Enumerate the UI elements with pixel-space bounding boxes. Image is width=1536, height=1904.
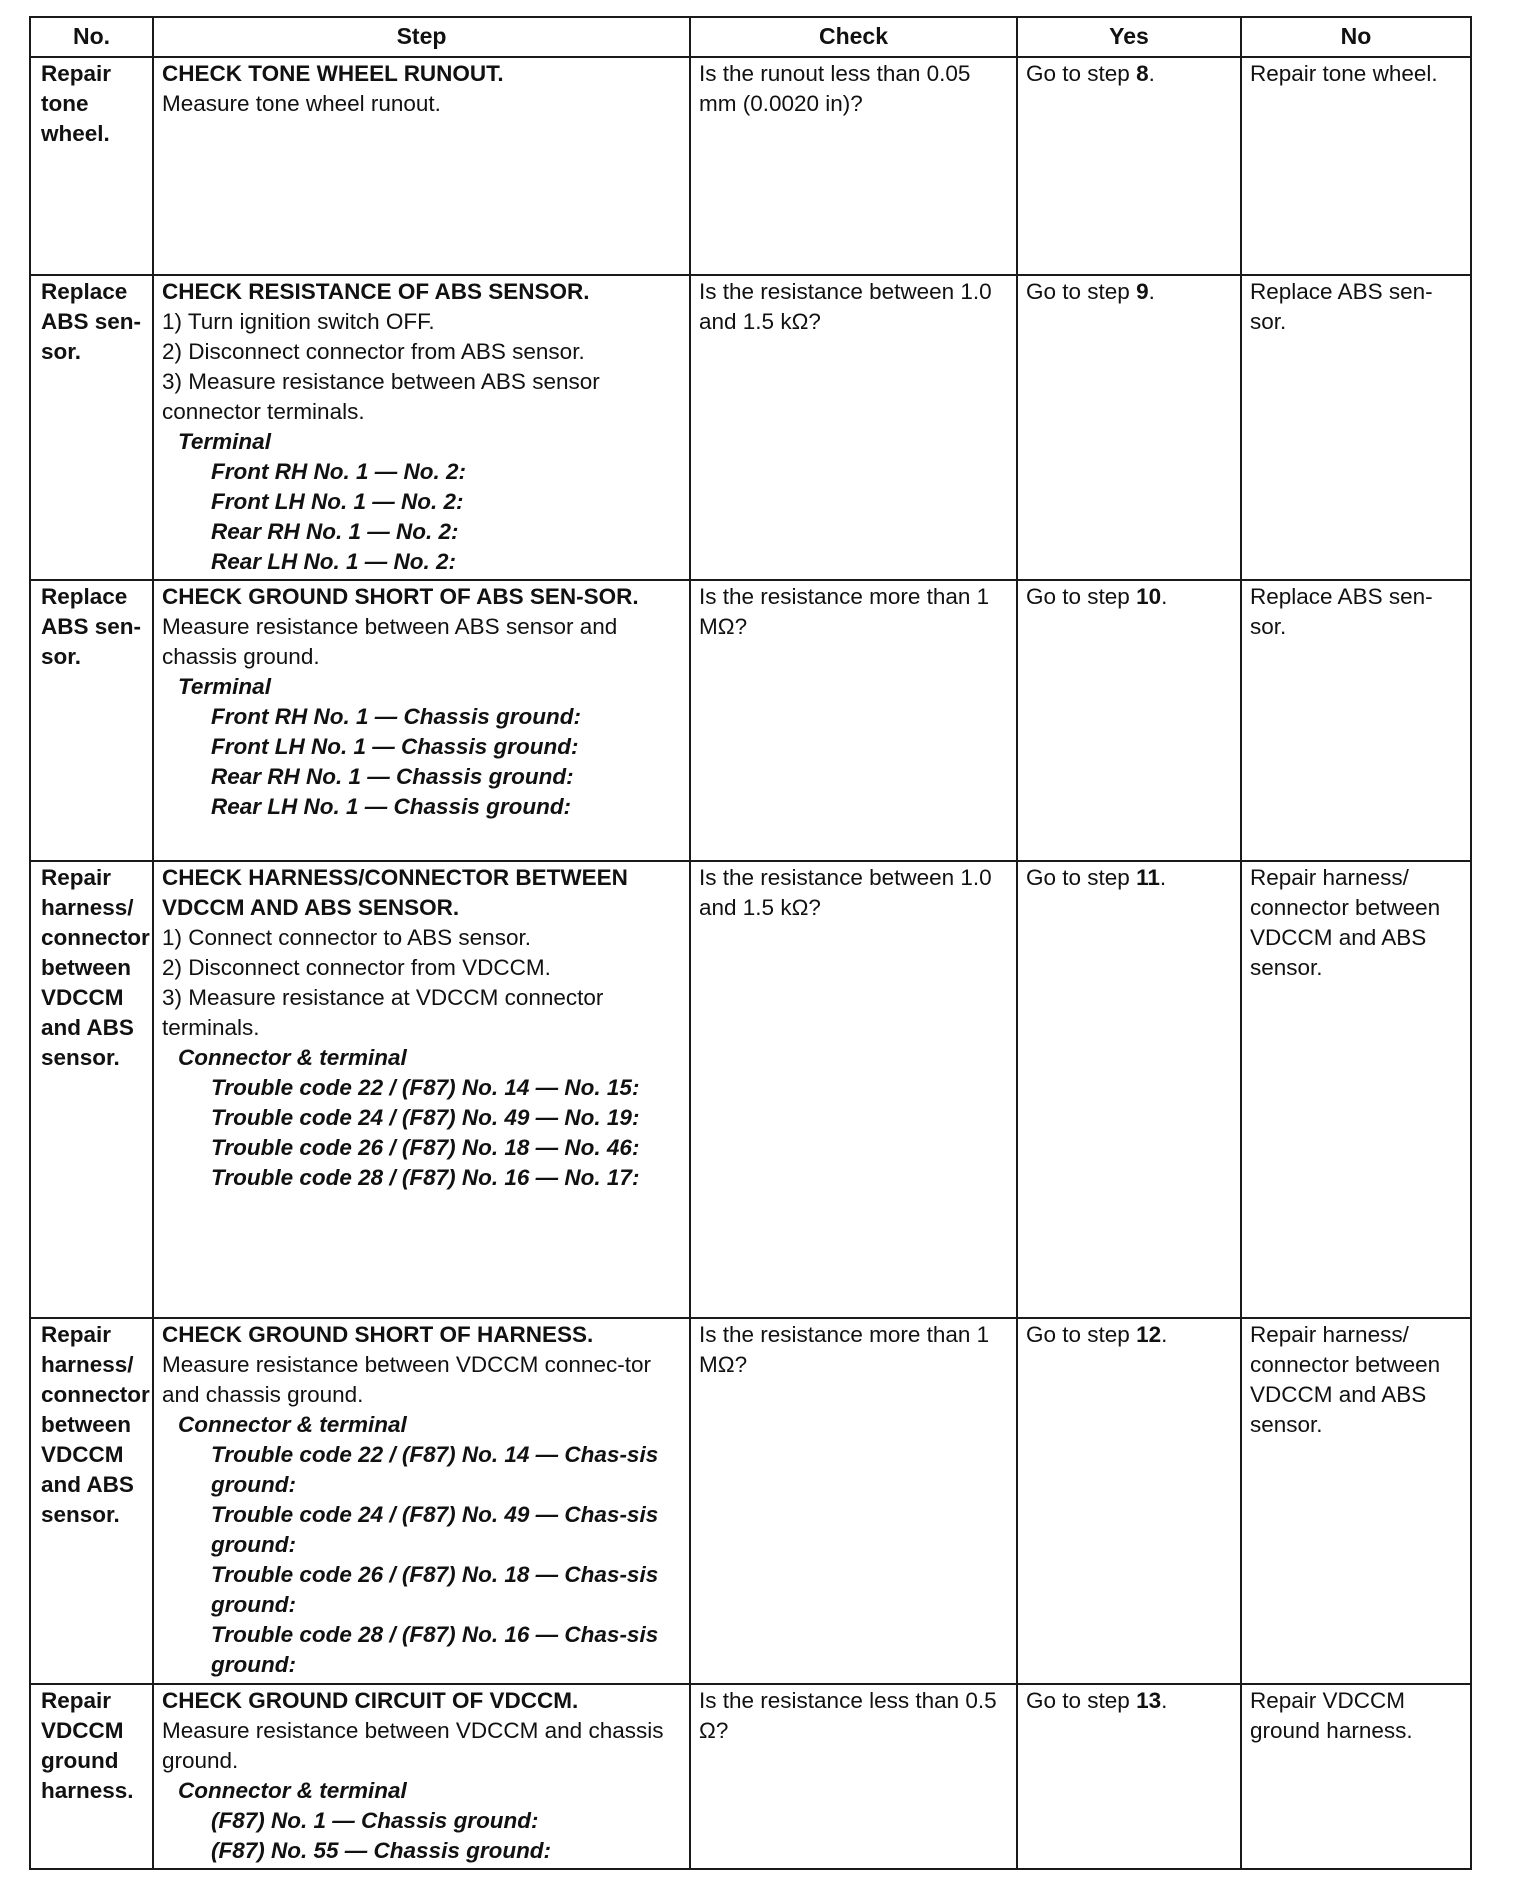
step-cell (153, 1684, 690, 1869)
step-title: CHECK GROUND SHORT OF ABS SEN-SOR. (162, 584, 639, 609)
step-title: CHECK GROUND SHORT OF HARNESS. (162, 1322, 594, 1347)
step-instruction: Measure resistance between ABS sensor and chassis ground. (162, 614, 618, 669)
step-instruction: Measure resistance between VDCCM connec-tor and chassis ground. (162, 1352, 651, 1407)
table-row (30, 861, 1471, 1318)
yes-suffix: . (1161, 584, 1168, 609)
yes-step-ref: 13 (1136, 1688, 1162, 1713)
yes-prefix: Go to step (1026, 279, 1137, 304)
table-row (30, 1318, 1471, 1684)
yes-step-ref: 11 (1136, 865, 1160, 890)
header-no: No. (30, 17, 153, 57)
terminal-spec: Trouble code 26 / (F87) No. 18 — No. 46: (211, 1135, 640, 1160)
terminal-heading: Connector & terminal (178, 1778, 407, 1803)
step-cell (153, 57, 690, 275)
header-check: Check (690, 17, 1017, 57)
terminal-spec: Front RH No. 1 — No. 2: (211, 459, 466, 484)
yes-cell (1017, 1684, 1241, 1869)
step-number: Repair harness/ connector between VDCCM and ABS sensor. (30, 861, 153, 1318)
step-number: Replace ABS sen-sor. (30, 275, 153, 580)
yes-suffix: . (1159, 865, 1167, 890)
table-row (30, 1684, 1471, 1869)
terminal-spec: Rear RH No. 1 — No. 2: (211, 519, 459, 544)
no-cell: Replace ABS sen-sor. (1241, 580, 1471, 861)
step-cell (153, 861, 690, 1318)
no-cell: Repair harness/ connector between VDCCM and ABS sensor. (1241, 861, 1471, 1318)
yes-step-ref: 10 (1136, 584, 1162, 609)
header-step: Step (153, 17, 690, 57)
step-number: Repair VDCCM ground harness. (30, 1684, 153, 1869)
step-instruction: 3) Measure resistance between ABS sensor connector terminals. (162, 369, 600, 424)
step-cell (153, 275, 690, 580)
step-instruction: Measure resistance between VDCCM and chassis ground. (162, 1718, 664, 1773)
terminal-spec: Rear RH No. 1 — Chassis ground: (211, 764, 574, 789)
yes-prefix: Go to step (1026, 1322, 1137, 1347)
yes-prefix: Go to step (1026, 865, 1137, 890)
step-title: CHECK GROUND CIRCUIT OF VDCCM. (162, 1688, 579, 1713)
terminal-heading: Terminal (178, 429, 271, 454)
step-instruction: 1) Turn ignition switch OFF. (162, 309, 435, 334)
yes-cell (1017, 1318, 1241, 1684)
terminal-spec: Front LH No. 1 — Chassis ground: (211, 734, 579, 759)
yes-cell (1017, 275, 1241, 580)
yes-suffix: . (1161, 1322, 1168, 1347)
no-cell: Repair harness/ connector between VDCCM and ABS sensor. (1241, 1318, 1471, 1684)
step-instruction: 2) Disconnect connector from ABS sensor. (162, 339, 585, 364)
terminal-spec: Rear LH No. 1 — Chassis ground: (211, 794, 572, 819)
step-title: CHECK TONE WHEEL RUNOUT. (162, 61, 504, 86)
yes-step-ref: 8 (1136, 61, 1149, 86)
table-row (30, 580, 1471, 861)
step-number: Repair harness/ connector between VDCCM and ABS sensor. (30, 1318, 153, 1684)
yes-suffix: . (1148, 61, 1155, 86)
yes-step-ref: 9 (1136, 279, 1149, 304)
terminal-spec: Trouble code 22 / (F87) No. 14 — Chas-sis ground: (211, 1442, 659, 1497)
table-row (30, 275, 1471, 580)
step-cell (153, 1318, 690, 1684)
yes-prefix: Go to step (1026, 61, 1137, 86)
step-number: Repair tone wheel. (30, 57, 153, 275)
step-title: CHECK RESISTANCE OF ABS SENSOR. (162, 279, 590, 304)
step-instruction: Measure tone wheel runout. (162, 91, 441, 116)
terminal-heading: Connector & terminal (178, 1412, 407, 1437)
terminal-spec: Trouble code 24 / (F87) No. 49 — No. 19: (211, 1105, 640, 1130)
terminal-spec: (F87) No. 55 — Chassis ground: (211, 1838, 552, 1863)
terminal-spec: Trouble code 28 / (F87) No. 16 — No. 17: (211, 1165, 640, 1190)
yes-cell (1017, 861, 1241, 1318)
step-number: Replace ABS sen-sor. (30, 580, 153, 861)
header-no-action: No (1241, 17, 1471, 57)
terminal-spec: Trouble code 28 / (F87) No. 16 — Chas-sis ground: (211, 1622, 659, 1677)
header-yes: Yes (1017, 17, 1241, 57)
check-cell: Is the runout less than 0.05 mm (0.0020 in)? (690, 57, 1017, 275)
terminal-spec: (F87) No. 1 — Chassis ground: (211, 1808, 539, 1833)
terminal-spec: Front RH No. 1 — Chassis ground: (211, 704, 582, 729)
terminal-spec: Front LH No. 1 — No. 2: (211, 489, 464, 514)
no-cell: Repair tone wheel. (1241, 57, 1471, 275)
step-instruction: 3) Measure resistance at VDCCM connector terminals. (162, 985, 604, 1040)
yes-cell (1017, 57, 1241, 275)
terminal-heading: Connector & terminal (178, 1045, 407, 1070)
no-cell: Repair VDCCM ground harness. (1241, 1684, 1471, 1869)
yes-step-ref: 12 (1136, 1322, 1162, 1347)
check-cell: Is the resistance between 1.0 and 1.5 kΩ? (690, 861, 1017, 1318)
no-cell: Replace ABS sen-sor. (1241, 275, 1471, 580)
terminal-spec: Trouble code 22 / (F87) No. 14 — No. 15: (211, 1075, 640, 1100)
check-cell: Is the resistance between 1.0 and 1.5 kΩ? (690, 275, 1017, 580)
yes-cell (1017, 580, 1241, 861)
yes-prefix: Go to step (1026, 1688, 1137, 1713)
check-cell: Is the resistance more than 1 MΩ? (690, 1318, 1017, 1684)
step-instruction: 1) Connect connector to ABS sensor. (162, 925, 531, 950)
yes-suffix: . (1148, 279, 1155, 304)
yes-suffix: . (1161, 1688, 1168, 1713)
check-cell: Is the resistance more than 1 MΩ? (690, 580, 1017, 861)
check-cell: Is the resistance less than 0.5 Ω? (690, 1684, 1017, 1869)
table-header-row (30, 17, 1471, 57)
terminal-spec: Trouble code 24 / (F87) No. 49 — Chas-sis ground: (211, 1502, 659, 1557)
table-row (30, 57, 1471, 275)
step-instruction: 2) Disconnect connector from VDCCM. (162, 955, 551, 980)
terminal-spec: Trouble code 26 / (F87) No. 18 — Chas-sis ground: (211, 1562, 659, 1617)
terminal-spec: Rear LH No. 1 — No. 2: (211, 549, 457, 574)
terminal-heading: Terminal (178, 674, 271, 699)
step-title: CHECK HARNESS/CONNECTOR BETWEEN VDCCM AND ABS SENSOR. (162, 865, 628, 920)
yes-prefix: Go to step (1026, 584, 1137, 609)
step-cell (153, 580, 690, 861)
diagnostic-procedure-table (29, 16, 1472, 1870)
